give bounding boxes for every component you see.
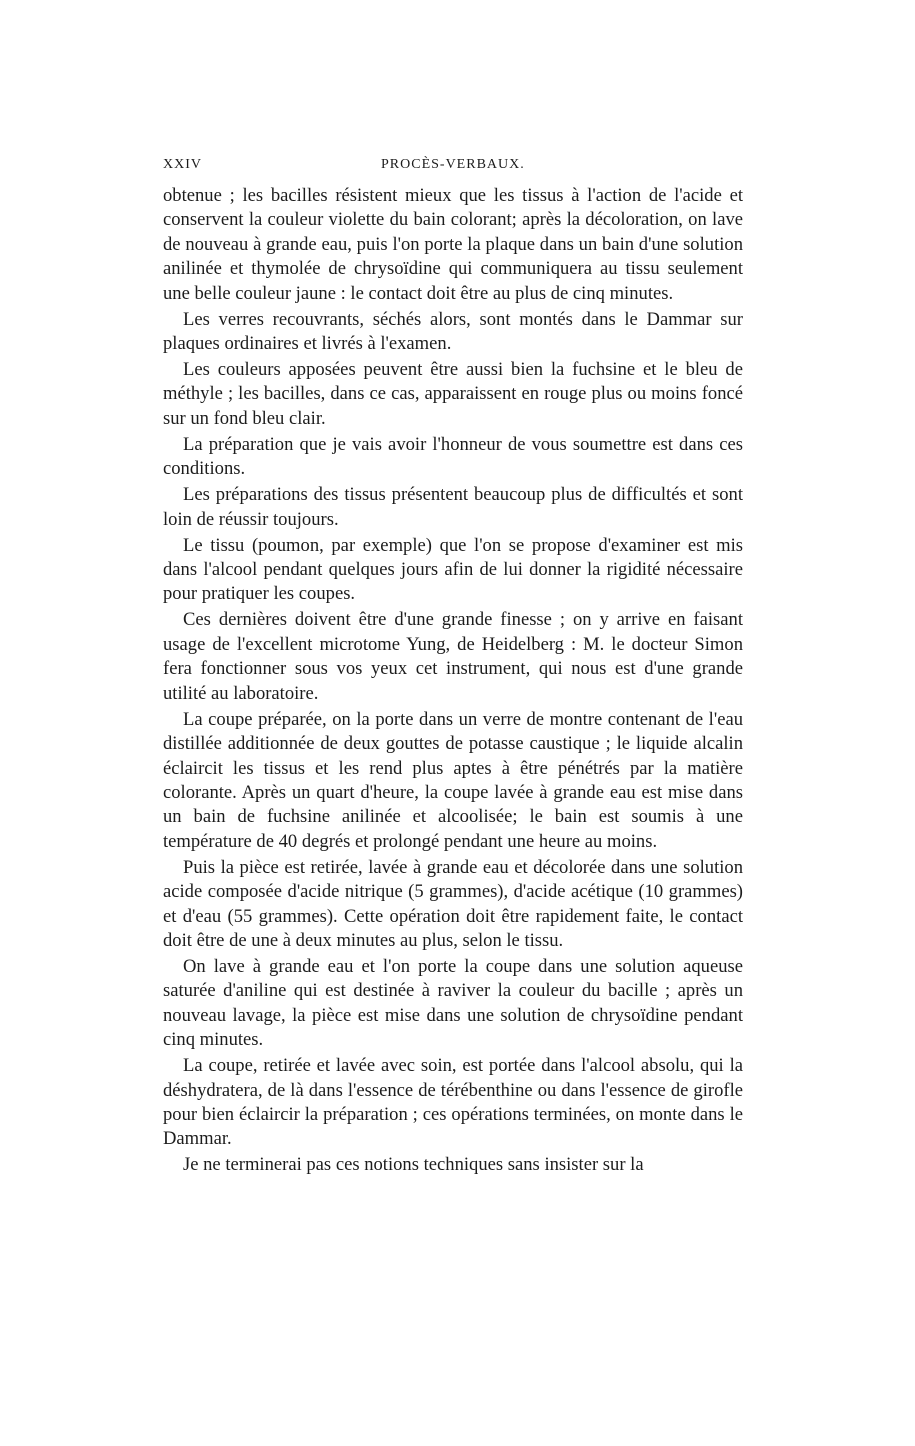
paragraph: On lave à grande eau et l'on porte la coupe dans une solution aqueuse saturée d'aniline qui est destinée à raviver la couleur du bacille ; après un nouveau lavage, la pièce est mise dans une solution de chrysoïdine pendant cinq minutes. [163, 955, 743, 1051]
paragraph: La coupe préparée, on la porte dans un verre de montre contenant de l'eau distillée additionnée de deux gouttes de potasse caustique ; le liquide alcalin éclaircit les tissus et les rend plus aptes à être pénétrés par la matière colorante. Après un quart d'heure, la coupe lavée à grande eau est mise dans un bain de fuchsine anilinée et alcoolisée; le bain est soumis à une température de 40 degrés et prolongé pendant une heure au moins. [163, 708, 743, 852]
running-title: PROCÈS-VERBAUX. [381, 157, 525, 172]
running-head [163, 157, 743, 179]
body-text [163, 184, 743, 1179]
paragraph: Le tissu (poumon, par exemple) que l'on se propose d'examiner est mis dans l'alcool pendant quelques jours afin de lui donner la rigidité nécessaire pour pratiquer les coupes. [163, 534, 743, 605]
paragraph-continued: obtenue ; les bacilles résistent mieux que les tissus à l'action de l'acide et conservent la couleur violette du bain colorant; après la décoloration, on lave de nouveau à grande eau, puis l'on porte la plaque dans un bain d'une solution anilinée et thymolée de chrysoïdine qui communiquera au tissu seulement une belle couleur jaune : le contact doit être au plus de cinq minutes. [163, 185, 743, 304]
paragraph: Les préparations des tissus présentent beaucoup plus de difficultés et sont loin de réussir toujours. [163, 484, 743, 530]
paragraph: La préparation que je vais avoir l'honneur de vous soumettre est dans ces conditions. [163, 433, 743, 480]
paragraph-continues: Je ne terminerai pas ces notions techniques sans insister sur la [183, 1154, 644, 1176]
page-number: XXIV [163, 157, 202, 172]
paragraph: Puis la pièce est retirée, lavée à grande eau et décolorée dans une solution acide composée d'acide nitrique (5 grammes), d'acide acétique (10 grammes) et d'eau (55 grammes). Cette opération doit être rapidement faite, le contact doit être de une à deux minutes au plus, selon le tissu. [163, 856, 743, 951]
paragraph: La coupe, retirée et lavée avec soin, est portée dans l'alcool absolu, qui la déshydratera, de là dans l'essence de térébenthine ou dans l'essence de girofle pour bien éclaircir la préparation ; ces opérations terminées, on monte dans le Dammar. [163, 1055, 743, 1150]
paragraph: Les couleurs apposées peuvent être aussi bien la fuchsine et le bleu de méthyle ; les bacilles, dans ce cas, apparaissent en rouge plus ou moins foncé sur un fond bleu clair. [163, 359, 743, 429]
paragraph: Les verres recouvrants, séchés alors, sont montés dans le Dammar sur plaques ordinaires et livrés à l'examen. [163, 308, 743, 355]
paragraph: Ces dernières doivent être d'une grande finesse ; on y arrive en faisant usage de l'excellent microtome Yung, de Heidelberg : M. le docteur Simon fera fonctionner sous vos yeux cet instrument, qui nous est d'une grande utilité au laboratoire. [163, 609, 743, 704]
